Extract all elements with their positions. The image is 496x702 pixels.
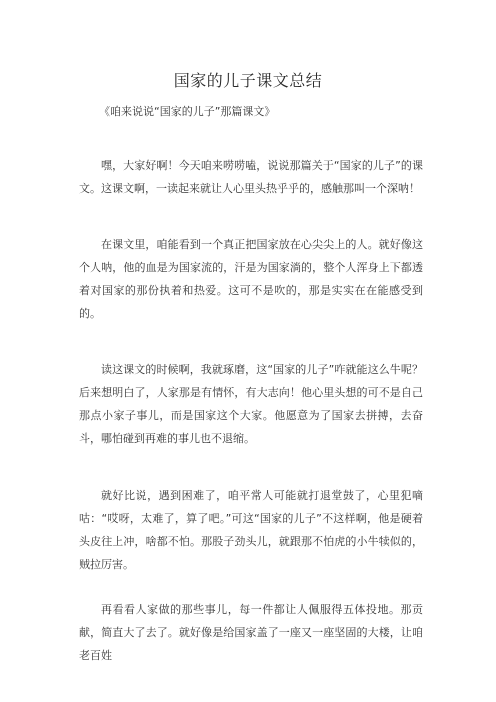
page-title: 国家的儿子课文总结: [173, 71, 323, 90]
paragraph-4: 就好比说，遇到困难了，咱平常人可能就打退堂鼓了，心里犯嘀咕：“哎呀，太难了，算了吧。”可这“国家的儿子”不这样啊，他是硬着头皮往上冲，啥都不怕。那股子劲头儿，就跟那不怕虎的小牛犊似的，贼拉厉害。: [79, 489, 423, 571]
paragraph-5: 再看看人家做的那些事儿，每一件都让人佩服得五体投地。那贡献，简直大了去了。就好像是给国家盖了一座又一座坚固的大楼，让咱老百姓: [79, 603, 423, 662]
paragraph-1: 嘿，大家好啊！今天咱来唠唠嗑，说说那篇关于“国家的儿子”的课文。这课文啊，一读起来就让人心里头热乎乎的，感触那叫一个深呐！: [79, 159, 423, 195]
paragraph-2: 在课文里，咱能看到一个真正把国家放在心尖尖上的人。就好像这个人呐，他的血是为国家流的，汗是为国家淌的，整个人浑身上下都透着对国家的那份执着和热爱。这可不是吹的，那是实实在在能感受到的。: [79, 238, 423, 320]
article-subtitle: 《咱来说说“国家的儿子”那篇课文》: [99, 105, 276, 118]
paragraph-3: 读这课文的时候啊，我就琢磨，这“国家的儿子”咋就能这么牛呢？后来想明白了，人家那是有情怀，有大志向！他心里头想的可不是自己那点小家子事儿，而是国家这个大家。他愿意为了国家去拼搏，去奋斗，哪怕碰到再难的事儿也不退缩。: [79, 363, 423, 445]
